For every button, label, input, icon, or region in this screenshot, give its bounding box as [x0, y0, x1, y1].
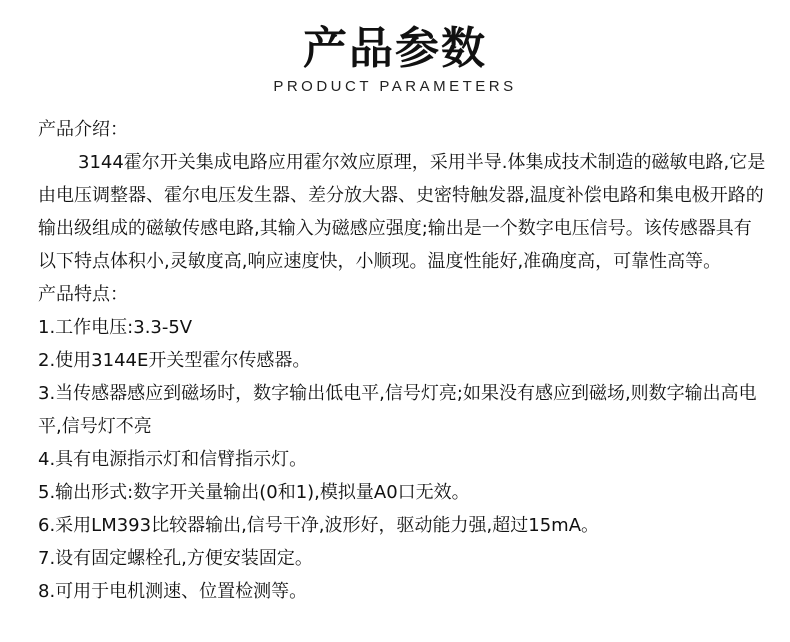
feature-item: 5.输出形式:数字开关量输出(0和1),模拟量A0口无效。 — [38, 482, 470, 503]
feature-item: 1.工作电压:3.3-5V — [38, 317, 193, 338]
feature-item: 7.设有固定螺栓孔,方便安装固定。 — [38, 548, 313, 569]
feature-item: 8.可用于电机测速、位置检测等。 — [38, 581, 308, 602]
feature-item: 2.使用3144E开关型霍尔传感器。 — [38, 350, 311, 371]
product-description — [38, 113, 768, 608]
features-heading: 产品特点： — [38, 284, 128, 305]
feature-item: 3.当传感器感应到磁场时，数字输出低电平,信号灯亮;如果没有感应到磁场,则数字输出高电平,信号灯不亮 — [38, 383, 757, 437]
intro-paragraph: 3144霍尔开关集成电路应用霍尔效应原理，采用半导.体集成技术制造的磁敏电路,它是由电压调整器、霍尔电压发生器、差分放大器、史密特触发器,温度补偿电路和集电极开路的输出级组成的磁敏传感电路,其输入为磁感应强度;输出是一个数字电压信号。该传感器具有以下特点体积小,灵敏度高,响应速度快，小顺现。温度性能好,准确度高，可靠性高等。 — [38, 152, 766, 272]
intro-heading: 产品介绍： — [38, 119, 128, 140]
feature-item: 4.具有电源指示灯和信臂指示灯。 — [38, 449, 308, 470]
page-subtitle: PRODUCT PARAMETERS — [273, 78, 517, 95]
feature-item: 6.采用LM393比较器输出,信号干净,波形好，驱动能力强,超过15mA。 — [38, 515, 600, 536]
page-title: 产品参数 — [303, 23, 487, 74]
